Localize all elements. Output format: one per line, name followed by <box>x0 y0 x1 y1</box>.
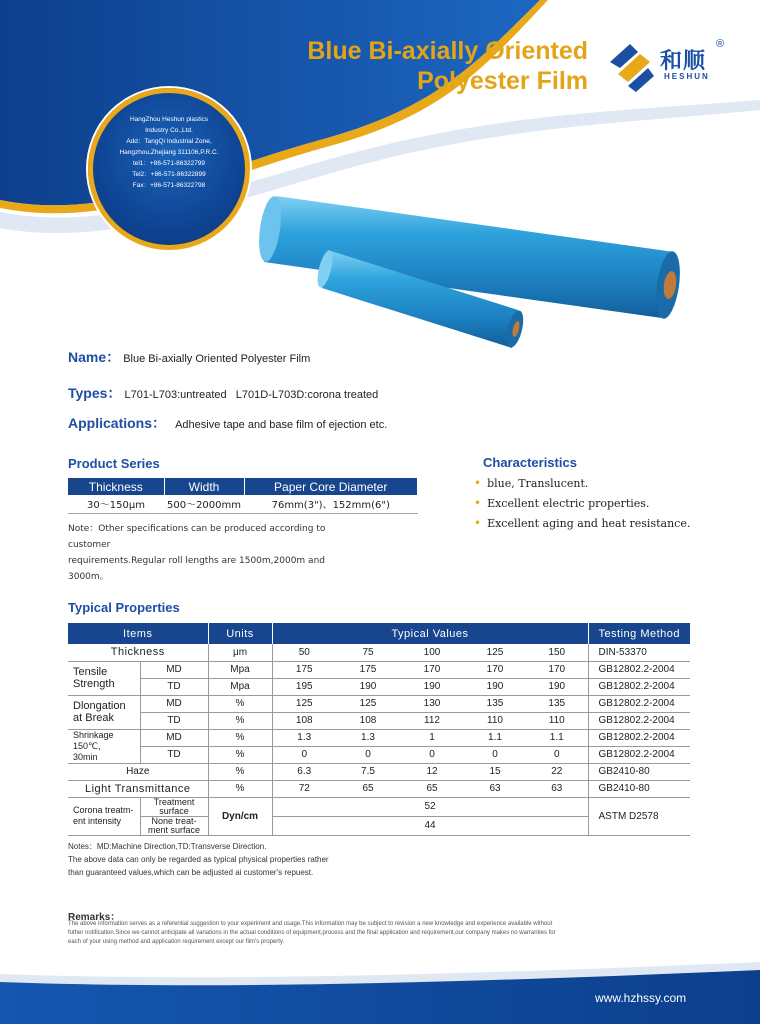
remarks-title: Remarks： <box>68 912 121 923</box>
table-row: TD % 108 108 112 110 110 GB12802.2-2004 <box>68 712 690 729</box>
company-tel2: Tel2：+86-571-86322899 <box>132 171 206 178</box>
types-label: Types： <box>68 385 122 401</box>
applications-row <box>68 413 387 433</box>
characteristics-title: Characteristics <box>483 455 577 470</box>
name-value: Blue Bi-axially Oriented Polyester Film <box>123 353 311 365</box>
company-name-line2: Industry Co.,Ltd. <box>145 127 193 134</box>
table-row: None treat- ment surface 44 <box>68 816 690 835</box>
table-row: Tensile Strength MD Mpa 175 175 170 170 170 GB12802.2-2004 <box>68 661 690 678</box>
characteristic-item: • Excellent electric properties. <box>474 496 650 510</box>
series-note-line2: requirements.Regular roll lengths are 1500m,2000m and 3000m。 <box>68 556 325 582</box>
header-items: Items <box>68 623 208 644</box>
logo-english-text: HESHUN <box>664 72 710 81</box>
series-note <box>68 521 368 585</box>
header-units: Units <box>208 623 272 644</box>
product-types-row <box>68 383 378 403</box>
page-title-line1: Blue Bi-axially Oriented <box>307 37 588 65</box>
company-address-line2: Hangzhou,Zhejiang 311106,P.R.C. <box>119 149 219 156</box>
applications-label: Applications： <box>68 415 167 431</box>
table-row: TD % 0 0 0 0 0 GB12802.2-2004 <box>68 746 690 763</box>
product-name-row <box>68 347 310 367</box>
characteristic-item: • blue, Translucent. <box>474 476 589 490</box>
logo-chinese-text: 和顺 <box>660 48 707 73</box>
characteristic-item: • Excellent aging and heat resistance. <box>474 516 691 530</box>
series-width-value: 500～2000mm <box>164 495 244 513</box>
properties-notes: Notes：MD:Machine Direction,TD:Transverse Direction. The above data can only be regarded as typical physical properties rather than guaranteed values,which can be adjusted ai customer's repuest. <box>68 842 329 877</box>
series-header-core: Paper Core Diameter <box>244 478 418 495</box>
bullet-icon: • <box>474 476 482 490</box>
series-thickness-value: 30～150μm <box>68 495 164 513</box>
series-core-value: 76mm(3")、152mm(6") <box>244 495 418 513</box>
company-fax: Fax：+86-571-86322798 <box>132 182 206 189</box>
company-name-line1: HangZhou Heshun plastics <box>129 116 209 123</box>
series-header-thickness: Thickness <box>68 478 164 495</box>
registered-mark: ® <box>716 38 725 50</box>
table-row: Corona treatm- ent intensity Treatment surface Dyn/cm 52 ASTM D2578 <box>68 797 690 816</box>
table-row: Dlongation at Break MD % 125 125 130 135 135 GB12802.2-2004 <box>68 695 690 712</box>
website-link[interactable]: www.hzhssy.com <box>595 991 687 1005</box>
film-rolls-image <box>250 170 700 360</box>
product-series-title: Product Series <box>68 456 160 471</box>
characteristics-list <box>474 474 690 534</box>
series-note-line1: Note：Other specifications can be produced according to customer <box>68 524 326 550</box>
table-row: Haze % 6.3 7.5 12 15 22 GB2410-80 <box>68 763 690 780</box>
applications-value: Adhesive tape and base film of ejection etc. <box>175 419 388 431</box>
table-row: TD Mpa 195 190 190 190 190 GB12802.2-2004 <box>68 678 690 695</box>
typical-properties-title: Typical Properties <box>68 600 180 615</box>
bullet-icon: • <box>474 516 482 530</box>
product-series-table <box>68 478 418 514</box>
table-row: Thickness μm 50 75 100 125 150 DIN-53370 <box>68 644 690 661</box>
name-label: Name： <box>68 349 121 365</box>
bullet-icon: • <box>474 496 482 510</box>
typical-properties-table <box>68 623 690 836</box>
series-header-width: Width <box>164 478 244 495</box>
company-address-line1: Add：TangQi Industrial Zone, <box>126 138 212 145</box>
types-value: L701-L703:untreated L701D-L703D:corona treated <box>124 389 379 401</box>
header-testing-method: Testing Method <box>588 623 690 644</box>
company-info <box>96 114 242 191</box>
company-tel1: tel1：+86-571-86322799 <box>132 160 206 167</box>
table-row: Shrinkage 150℃, 30min MD % 1.3 1.3 1 1.1 1.1 GB12802.2-2004 <box>68 729 690 746</box>
table-row: Light Transmittance % 72 65 65 63 63 GB2410-80 <box>68 780 690 797</box>
remarks-text: The above information serves as a referential suggestion to your experiment and usage.This information may be subject to revision a new knowledge and experience available without futher notification.Since we cannot anticipate all variations in the actual conditions of equipment,process and the final application and requirement,our company makes no warranties for each of your using method and application requirement except our film's property. <box>68 921 556 945</box>
page-title-line2: Polyester Film <box>417 67 588 95</box>
header-typical-values: Typical Values <box>272 623 588 644</box>
